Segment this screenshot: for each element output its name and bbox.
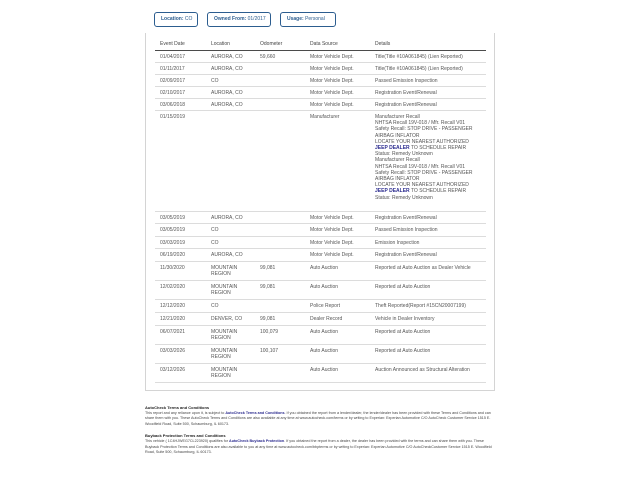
location-cell: MOUNTAIN REGION [211,284,238,297]
location-cell: AURORA, CO [211,66,243,72]
data-source-cell: Motor Vehicle Dept. [310,90,354,96]
header-data-source: Data Source [310,41,338,47]
data-source-cell: Auto Auction [310,265,339,271]
dealer-highlight: JEEP DEALER [375,145,410,152]
details-line: Vehicle in Dealer Inventory [375,316,435,322]
details-line: Registration Event/Renewal [375,90,437,96]
header-event-date: Event Date [160,41,185,47]
data-source-cell: Motor Vehicle Dept. [310,215,354,221]
table-row [155,111,486,212]
odometer-cell [255,114,305,211]
table-row [155,313,486,326]
table-row [155,345,486,364]
autocheck-terms-body: . If you obtained the report from a lender/dealer, the lender/dealer has been provided with these Terms and Conditions and can share them with you. These AutoCheck Terms and Conditions are also available at any time at www.autocheck.com/terms or by writing to Experian: Experian Automotive C/O AutoCheck Customer Service 1515 E. Woodfield Road, Suite 500, Schaumburg, IL 60173. [145,410,491,426]
buyback-terms-intro: This vehicle ( 1C4HJWEG7CL223920) qualifies for [145,438,230,443]
buyback-terms-block [145,433,495,455]
location-cell: AURORA, CO [211,54,243,60]
location-cell: MOUNTAIN REGION [211,329,238,342]
details-line: Auction Announced as Structural Alteration [375,367,470,373]
details-line: Status: Remedy Unknown [375,151,433,158]
table-row [155,99,486,111]
details-cell [370,303,486,312]
details-line: Manufacturer Recall [375,114,420,120]
odometer-cell: 99,081 [260,284,276,290]
header-details: Details [375,41,391,47]
details-line: LOCATE YOUR NEAREST AUTHORIZED [375,138,469,145]
details-cell [370,265,486,280]
usage-filter-label: Usage: [287,16,304,22]
odometer-cell: 99,081 [260,316,276,322]
details-line: Reported at Auto Auction as Dealer Vehicle [375,265,471,271]
table-header [155,37,486,51]
owned-from-filter-value: 01/2017 [247,16,266,22]
autocheck-terms-link[interactable]: AutoCheck Terms and Conditions [225,410,285,415]
event-date-cell: 01/11/2017 [160,66,185,72]
location-cell: AURORA, CO [211,215,243,221]
details-cell [370,215,486,223]
table-row [155,300,486,313]
event-date-cell: 12/02/2020 [160,284,186,290]
odometer-cell: 100,079 [260,329,279,335]
data-source-cell: Motor Vehicle Dept. [310,102,354,108]
location-filter-label: Location: [161,16,184,22]
location-cell: CO [211,303,219,309]
odometer-cell [255,90,305,98]
details-line-rest: TO SCHEDULE REPAIR [409,188,467,195]
location-cell [206,114,255,211]
data-source-cell: Auto Auction [310,284,339,290]
details-line: Title(Title #10A061845) (Lien Reported) [375,54,463,60]
autocheck-terms-block [145,405,495,427]
table-row [155,281,486,300]
event-date-cell: 03/03/2019 [160,240,186,246]
buyback-protection-link[interactable]: AutoCheck Buyback Protection [229,438,285,443]
history-table [155,37,486,383]
data-source-cell: Motor Vehicle Dept. [310,66,354,72]
event-date-cell: 03/12/2026 [160,367,186,373]
data-source-cell: Motor Vehicle Dept. [310,54,354,60]
details-cell [370,66,486,74]
event-date-cell: 02/10/2017 [160,90,186,96]
odometer-cell: 99,081 [260,265,276,271]
odometer-cell [255,252,305,261]
table-row [155,87,486,99]
table-row [155,63,486,75]
buyback-terms-text [145,439,495,456]
filter-bar [154,12,336,27]
location-cell: AURORA, CO [211,252,243,258]
details-cell [370,252,486,261]
table-row [155,51,486,63]
details-line: Theft Reported(Report #15CN20007199) [375,303,466,309]
details-cell [370,90,486,98]
details-line: AIRBAG INFLATOR [375,132,420,139]
table-row [155,224,486,237]
details-line: Safety Recall: STOP DRIVE - PASSENGER [375,169,473,176]
details-line: Emission Inspection [375,240,420,246]
location-cell: AURORA, CO [211,102,243,108]
details-cell [370,367,486,382]
details-cell [370,227,486,236]
event-date-cell: 03/05/2019 [160,227,186,233]
autocheck-terms-text [145,411,495,428]
event-date-cell: 02/09/2017 [160,78,186,84]
event-date-cell: 03/06/2018 [160,102,186,108]
details-cell [370,240,486,248]
details-line: Registration Event/Renewal [375,252,437,258]
details-cell [370,54,486,62]
odometer-cell [255,215,305,223]
table-row [155,212,486,224]
details-cell [370,348,486,363]
details-line: Manufacturer Recall [375,157,420,164]
event-date-cell: 01/15/2019 [160,114,186,120]
table-row [155,237,486,249]
odometer-cell [255,102,305,110]
autocheck-terms-heading: AutoCheck Terms and Conditions [145,405,210,410]
location-cell: DENVER, CO [211,316,243,322]
details-line: Safety Recall: STOP DRIVE - PASSENGER [375,126,473,133]
table-row [155,249,486,262]
details-line: Status: Remedy Unknown [375,194,433,201]
data-source-cell: Auto Auction [310,329,339,335]
event-date-cell: 11/30/2020 [160,265,185,271]
details-line: NHTSA Recall 19V-018 / Mfr. Recall V01 [375,163,466,170]
details-line: Registration Event/Renewal [375,215,437,221]
details-cell [370,329,486,344]
event-date-cell: 12/12/2020 [160,303,186,309]
data-source-cell: Motor Vehicle Dept. [310,240,354,246]
odometer-cell [255,367,305,382]
details-line: NHTSA Recall 19V-018 / Mfr. Recall V01 [375,120,466,127]
details-line: Reported at Auto Auction [375,348,431,354]
odometer-cell [255,66,305,74]
data-source-cell: Auto Auction [310,348,339,354]
details-cell [370,102,486,110]
details-line: Passed Emission Inspection [375,78,438,84]
odometer-cell [255,227,305,236]
data-source-cell: Manufacturer [310,114,340,120]
buyback-terms-heading: Buyback Protection Terms and Conditions [145,433,226,439]
event-date-cell: 03/03/2026 [160,348,186,354]
terms-section [145,405,495,462]
details-cell [370,78,486,86]
details-line: AIRBAG INFLATOR [375,176,420,183]
header-odometer: Odometer [260,41,283,47]
header-location: Location [211,41,230,47]
location-cell: AURORA, CO [211,90,243,96]
location-filter-value: CO [184,16,193,22]
details-cell [370,316,486,325]
table-body [155,51,486,383]
details-line: Reported at Auto Auction [375,284,431,290]
details-cell [370,114,486,211]
event-date-cell: 06/19/2020 [160,252,186,258]
odometer-cell [255,78,305,86]
data-source-cell: Motor Vehicle Dept. [310,252,354,258]
data-source-cell: Auto Auction [310,367,339,373]
location-cell: CO [211,227,219,233]
history-card [145,33,495,391]
details-line: LOCATE YOUR NEAREST AUTHORIZED [375,182,469,189]
dealer-highlight: JEEP DEALER [375,188,410,195]
event-date-cell: 03/05/2019 [160,215,186,221]
owned-from-filter-chip[interactable] [207,12,271,27]
table-row [155,364,486,383]
autocheck-terms-intro: This report and any reliance upon it, is subject to [145,410,226,415]
event-date-cell: 06/07/2021 [160,329,186,335]
odometer-cell: 59,660 [260,54,276,60]
location-cell: MOUNTAIN REGION [211,367,238,380]
odometer-cell [255,240,305,248]
event-date-cell: 12/21/2020 [160,316,186,322]
location-filter-chip[interactable] [154,12,198,27]
details-cell [370,284,486,299]
table-row [155,326,486,345]
table-row [155,262,486,281]
details-line: Registration Event/Renewal [375,102,437,108]
usage-filter-chip[interactable] [280,12,336,27]
usage-filter-value: Personal [305,16,325,22]
details-line: Reported at Auto Auction [375,329,431,335]
location-cell: MOUNTAIN REGION [211,265,238,278]
details-line-rest: TO SCHEDULE REPAIR [409,145,467,152]
details-line: Title(Title #10A061845) (Lien Reported) [375,66,463,72]
event-date-cell: 01/04/2017 [160,54,186,60]
location-cell: CO [211,78,219,84]
location-cell: CO [211,240,219,246]
details-line: Passed Emission Inspection [375,227,438,233]
odometer-cell [255,303,305,312]
table-row [155,75,486,87]
data-source-cell: Motor Vehicle Dept. [310,227,354,233]
data-source-cell: Dealer Record [310,316,343,322]
owned-from-filter-label: Owned From: [214,16,247,22]
odometer-cell: 100,107 [260,348,279,354]
data-source-cell: Motor Vehicle Dept. [310,78,354,84]
data-source-cell: Police Report [310,303,341,309]
location-cell: MOUNTAIN REGION [211,348,238,361]
buyback-terms-body: . If you obtained the report from a dealer, the dealer has been provided with the terms and can share them with you. These Buyback Protection Terms and Conditions are also available to you at any time at www.autocheck.com/bbpterms or by writing to Experian: Experian Automotive C/O AutoCheckCustomer Service 1515 E. Woodfield Road, Suite 500, Schaumburg, IL 60173. [145,438,492,455]
